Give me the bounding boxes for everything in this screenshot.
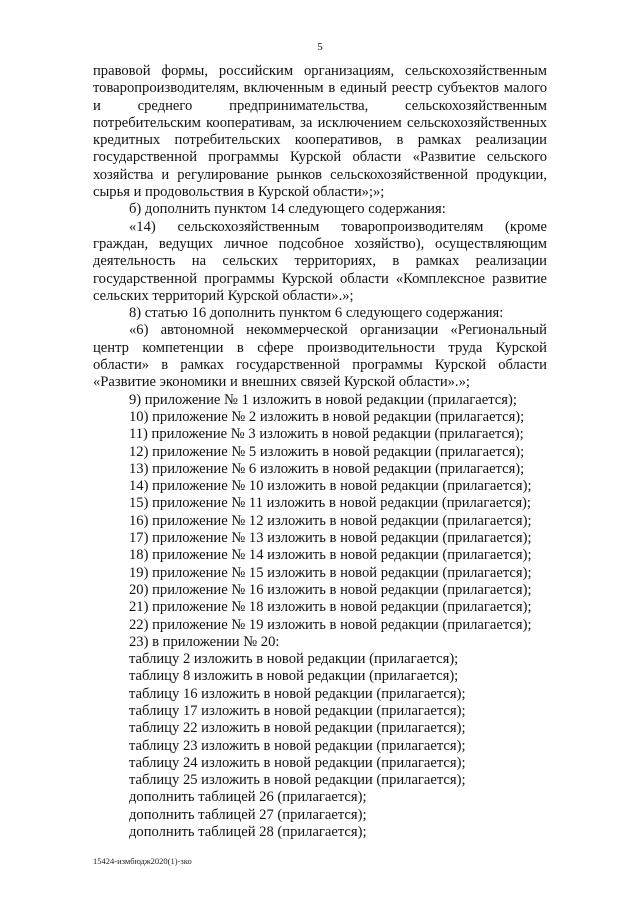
document-paragraph: таблицу 23 изложить в новой редакции (прилагается); xyxy=(129,737,466,754)
document-paragraph: 23) в приложении № 20: xyxy=(129,633,280,650)
document-paragraph: 22) приложение № 19 изложить в новой редакции (прилагается); xyxy=(129,616,532,633)
document-paragraph: 8) статью 16 дополнить пунктом 6 следующего содержания: xyxy=(129,305,504,322)
document-paragraph: 14) приложение № 10 изложить в новой редакции (прилагается); xyxy=(129,478,532,495)
document-paragraph: 20) приложение № 16 изложить в новой редакции (прилагается); xyxy=(129,581,532,598)
document-paragraph: таблицу 25 изложить в новой редакции (прилагается); xyxy=(129,772,466,789)
document-paragraph: таблицу 24 изложить в новой редакции (прилагается); xyxy=(129,754,466,771)
document-paragraph: 15) приложение № 11 изложить в новой редакции (прилагается); xyxy=(129,495,531,512)
document-paragraph: таблицу 16 изложить в новой редакции (прилагается); xyxy=(129,685,466,702)
document-paragraph: 17) приложение № 13 изложить в новой редакции (прилагается); xyxy=(129,530,532,547)
document-body xyxy=(93,63,547,841)
document-paragraph: 11) приложение № 3 изложить в новой редакции (прилагается); xyxy=(129,426,524,443)
document-paragraph: таблицу 17 изложить в новой редакции (прилагается); xyxy=(129,702,466,719)
document-paragraph: б) дополнить пунктом 14 следующего содержания: xyxy=(129,201,446,218)
document-paragraph: дополнить таблицей 26 (прилагается); xyxy=(129,789,367,806)
document-paragraph: 16) приложение № 12 изложить в новой редакции (прилагается); xyxy=(129,512,532,529)
document-paragraph: 13) приложение № 6 изложить в новой редакции (прилагается); xyxy=(129,460,525,477)
document-code: 15424-измбюдж2020(1)-зко xyxy=(93,856,192,866)
document-paragraph: 18) приложение № 14 изложить в новой редакции (прилагается); xyxy=(129,547,532,564)
document-paragraph: дополнить таблицей 28 (прилагается); xyxy=(129,824,367,841)
document-paragraph: дополнить таблицей 27 (прилагается); xyxy=(129,806,367,823)
document-paragraph: «6) автономной некоммерческой организации «Региональный центр компетенции в сфере производительности труда Курской области» в рамках государственной программы Курской области «Развитие экономики и внешних связей Курской области».»; xyxy=(93,322,547,391)
document-paragraph: 19) приложение № 15 изложить в новой редакции (прилагается); xyxy=(129,564,532,581)
document-paragraph: «14) сельскохозяйственным товаропроизводителям (кроме граждан, ведущих личное подсобное хозяйство), осуществляющим деятельность на сельских территориях, в рамках реализации государственной программы Курской области «Комплексное развитие сельских территорий Курской области».»; xyxy=(93,218,547,304)
document-paragraph: правовой формы, российским организациям, сельскохозяйственным товаропроизводителям, включенным в единый реестр субъектов малого и среднего предпринимательства, сельскохозяйственным потребительским кооперативам, за исключением сельскохозяйственных кредитных потребительских кооперативов, в рамках реализации государственной программы Курской области «Развитие сельского хозяйства и регулирование рынков сельскохозяйственной продукции, сырья и продовольствия в Курской области»;»; xyxy=(93,63,547,201)
document-paragraph: 21) приложение № 18 изложить в новой редакции (прилагается); xyxy=(129,599,532,616)
document-paragraph: таблицу 22 изложить в новой редакции (прилагается); xyxy=(129,720,466,737)
page-number: 5 xyxy=(317,41,323,53)
document-paragraph: 9) приложение № 1 изложить в новой редакции (прилагается); xyxy=(129,391,517,408)
document-paragraph: таблицу 8 изложить в новой редакции (прилагается); xyxy=(129,668,459,685)
document-paragraph: 12) приложение № 5 изложить в новой редакции (прилагается); xyxy=(129,443,525,460)
document-paragraph: таблицу 2 изложить в новой редакции (прилагается); xyxy=(129,651,459,668)
document-paragraph: 10) приложение № 2 изложить в новой редакции (прилагается); xyxy=(129,408,525,425)
